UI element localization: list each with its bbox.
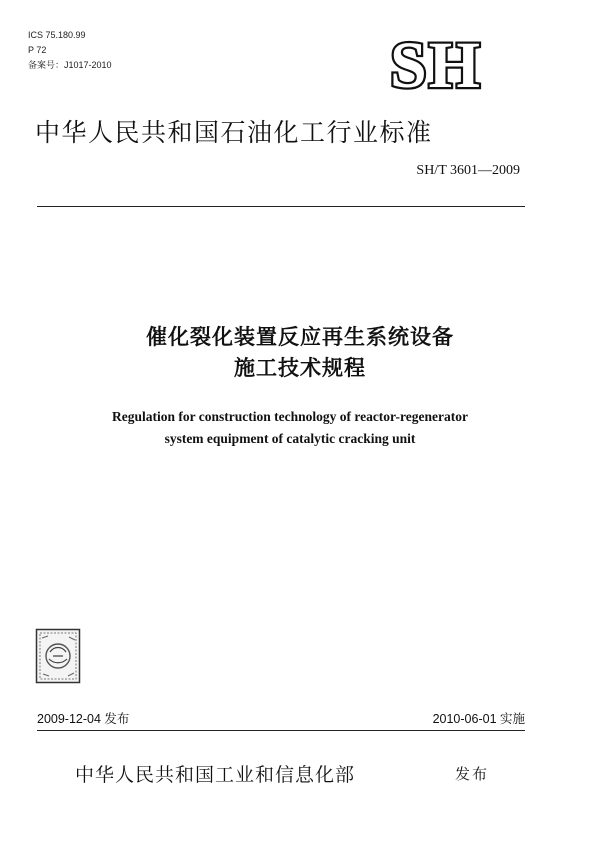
sh-logo	[368, 33, 504, 93]
ics-code: ICS 75.180.99	[28, 30, 86, 40]
issue-suffix: 发布	[455, 765, 490, 783]
implementation-date: 2010-06-01 实施	[432, 712, 525, 726]
security-stamp-icon	[35, 628, 81, 684]
issue-date: 2009-12-04 发布	[37, 712, 130, 726]
header-divider	[37, 206, 525, 207]
standard-number: SH/T 3601—2009	[416, 163, 520, 178]
industry-standard-title: 中华人民共和国石油化工行业标准	[35, 118, 433, 147]
issuing-authority: 中华人民共和国工业和信息化部	[75, 764, 356, 786]
title-en-line1: Regulation for construction technology of reactor-regenerator	[111, 409, 469, 424]
sh-logo-text: SH	[389, 33, 483, 93]
title-en-line2: system equipment of catalytic cracking unit	[164, 431, 416, 446]
title-cn-line2: 施工技术规程	[234, 356, 366, 380]
title-cn-line1: 催化裂化装置反应再生系统设备	[146, 325, 454, 349]
category-code: P 72	[28, 45, 47, 55]
record-number: 备案号：J1017-2010	[28, 60, 112, 70]
footer-divider	[37, 730, 525, 731]
